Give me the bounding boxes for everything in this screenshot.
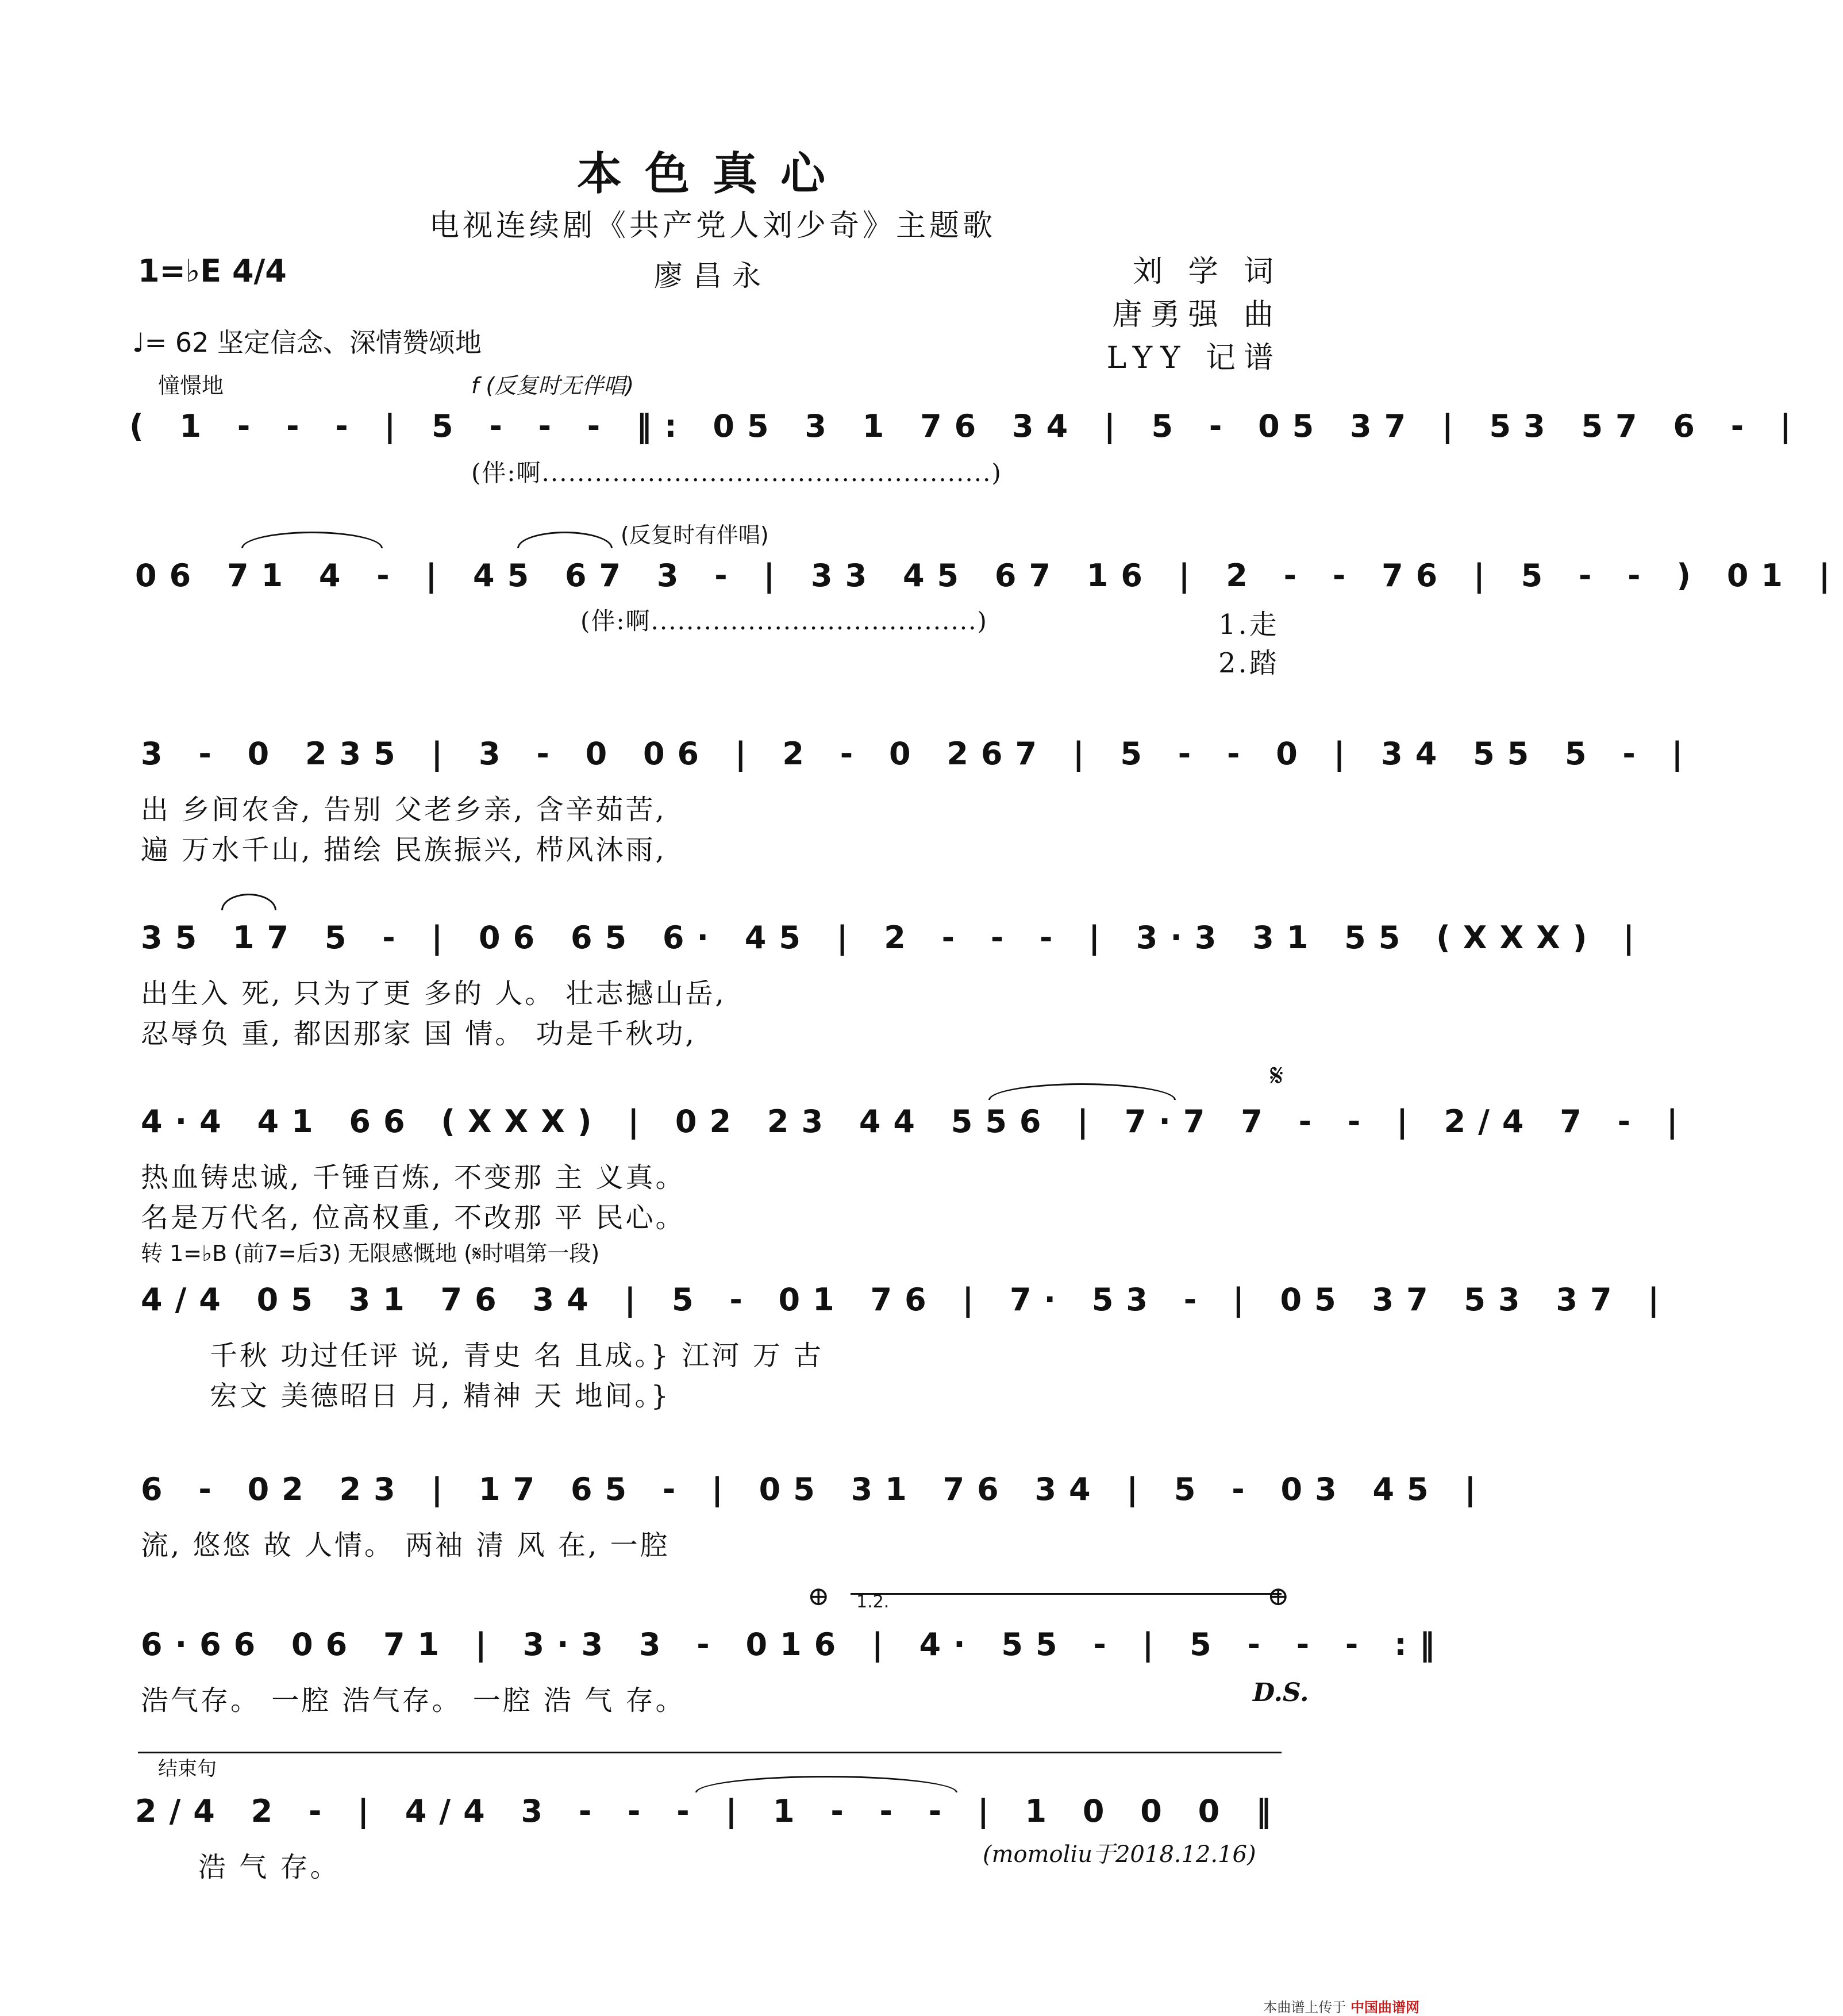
notes-system-1: ( 1 - - - | 5 - - - ‖: 05 3 1 76 34 | 5 - 05 37 | 53 57 6 - |	[129, 408, 1804, 444]
segno-sign: 𝄋	[1270, 1057, 1284, 1094]
notes-system-2: 06 71 4 - | 45 67 3 - | 33 45 67 16 | 2 - - 76 | 5 - - ) 01 |	[135, 557, 1843, 594]
lyrics-system-6-verse-1: 千秋 功过任评 说, 青史 名 且成。} 江河 万 古	[210, 1340, 824, 1372]
transcription-date: (momoliu于2018.12.16)	[983, 1841, 1256, 1868]
song-title: 本色真心	[576, 148, 848, 200]
transcriber-credit: LYY 记谱	[1106, 341, 1282, 375]
tie-mark	[517, 532, 613, 548]
lyrics-system-7: 流, 悠悠 故 人情。 两袖 清 风 在, 一腔	[141, 1529, 670, 1561]
notes-system-8: 6·66 06 71 | 3·3 3 - 016 | 4· 55 - | 5 - - - :‖	[141, 1626, 1448, 1663]
composer-credit: 唐勇强 曲	[1112, 298, 1282, 332]
notes-system-6: 4/4 05 31 76 34 | 5 - 01 76 | 7· 53 - | 05 37 53 37 |	[141, 1282, 1672, 1318]
style-intro: 憧憬地	[158, 373, 224, 398]
volta-bracket	[851, 1593, 1282, 1595]
stamp-text: 本曲谱上传于	[1263, 1999, 1346, 2015]
verse1-start: 1.走	[1218, 609, 1279, 641]
tempo-marking: ♩= 62 坚定信念、深情赞颂地	[132, 327, 482, 358]
lyrics-system-6-verse-2: 宏文 美德昭日 月, 精神 天 地间。}	[210, 1380, 671, 1412]
dynamic-marking: f (反复时无伴唱)	[471, 373, 634, 398]
accompaniment-line-2: (伴:啊.....................................)	[580, 607, 988, 635]
key-signature: 1=♭E 4/4	[138, 253, 287, 289]
song-subtitle: 电视连续剧《共产党人刘少奇》主题歌	[429, 209, 996, 243]
stamp-brand: 中国曲谱网	[1350, 1999, 1419, 2015]
repeat-note: (反复时有伴唱)	[621, 522, 769, 548]
tie-mark	[221, 894, 276, 910]
tie-mark	[695, 1776, 957, 1792]
accompaniment-line-1: (伴:啊...................................................)	[471, 459, 1002, 487]
notes-system-9: 2/4 2 - | 4/4 3 - - - | 1 - - - | 1 0 0 0 ‖	[135, 1793, 1284, 1829]
ending-bracket	[138, 1752, 1282, 1753]
dal-segno-marking: D.S.	[1253, 1678, 1309, 1707]
notes-system-5: 4·4 41 66 (XXX) | 02 23 44 556 | 7·7 7 - - | 2/4 7 - |	[141, 1103, 1691, 1140]
lyrics-system-3-verse-1: 出 乡间农舍, 告别 父老乡亲, 含辛茹苦,	[141, 794, 667, 826]
lyrics-system-3-verse-2: 遍 万水千山, 描绘 民族振兴, 栉风沐雨,	[141, 834, 667, 866]
coda-icon: ⊕	[1267, 1580, 1290, 1611]
lyrics-system-4-verse-1: 出生入 死, 只为了更 多的 人。 壮志撼山岳,	[141, 978, 726, 1010]
lyrics-system-4-verse-2: 忍辱负 重, 都因那家 国 情。 功是千秋功,	[141, 1018, 697, 1050]
modulation-marking: 转 1=♭B (前7=后3) 无限感慨地 (𝄋时唱第一段)	[141, 1241, 600, 1266]
site-stamp	[1263, 1996, 1419, 2016]
singer-name: 廖昌永	[654, 259, 771, 293]
lyricist-credit: 刘 学 词	[1132, 255, 1282, 289]
notes-system-3: 3 - 0 235 | 3 - 0 06 | 2 - 0 267 | 5 - - 0 | 34 55 5 - |	[141, 736, 1696, 772]
lyrics-system-5-verse-2: 名是万代名, 位高权重, 不改那 平 民心。	[141, 1202, 686, 1234]
volta-label: 1.2.	[856, 1592, 890, 1612]
lyrics-system-8: 浩气存。 一腔 浩气存。 一腔 浩 气 存。	[141, 1684, 686, 1717]
ending-label: 结束句	[158, 1757, 217, 1780]
notes-system-4: 35 17 5 - | 06 65 6· 45 | 2 - - - | 3·3 31 55 (XXX) |	[141, 919, 1647, 956]
lyrics-system-9: 浩 气 存。	[198, 1851, 340, 1883]
verse2-start: 2.踏	[1218, 647, 1279, 679]
tie-mark	[241, 532, 383, 548]
lyrics-system-5-verse-1: 热血铸忠诚, 千锤百炼, 不变那 主 义真。	[141, 1161, 686, 1194]
tie-mark	[988, 1083, 1176, 1100]
notes-system-7: 6 - 02 23 | 17 65 - | 05 31 76 34 | 5 - 03 45 |	[141, 1471, 1489, 1507]
coda-icon: ⊕	[807, 1580, 830, 1611]
